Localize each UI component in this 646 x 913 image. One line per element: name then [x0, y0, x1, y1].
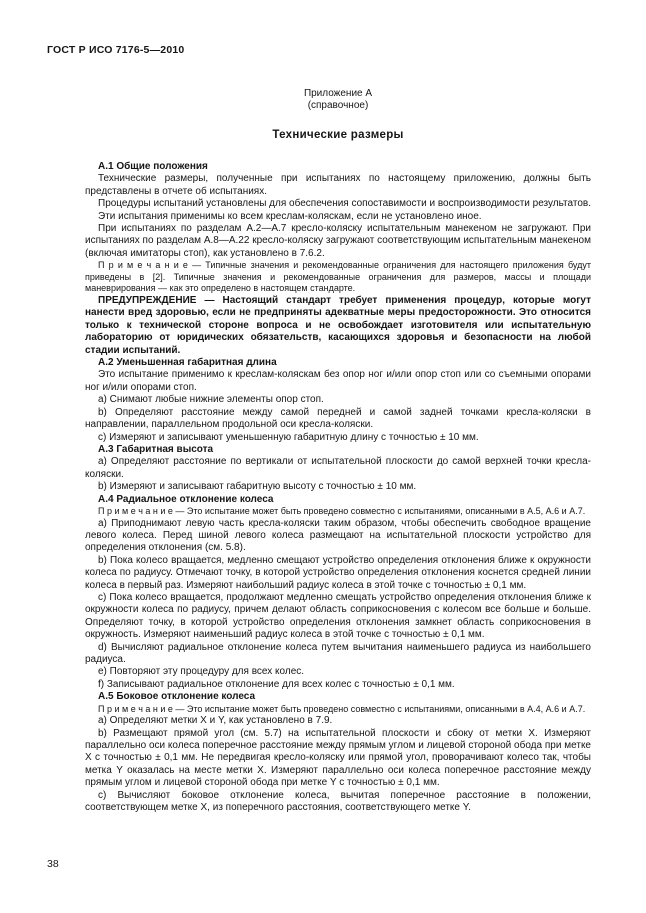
section-heading: А.3 Габаритная высота [98, 443, 214, 455]
paragraph: d) Вычисляют радиальное отклонение колеса путем вычитания наименьшего радиуса из наибольшего радиуса. [85, 641, 591, 665]
appendix-title: Технические размеры [272, 129, 404, 141]
page-number: 38 [47, 858, 59, 870]
paragraph: с) Измеряют и записывают уменьшенную габаритную длину с точностью ± 10 мм. [98, 431, 479, 443]
paragraph: Эти испытания применимы ко всем креслам-коляскам, если не установлено иное. [98, 210, 482, 222]
note-paragraph: П р и м е ч а н и е — Это испытание может быть проведено совместно с испытаниями, описанными в А.4, А.6 и А.7. [98, 703, 586, 714]
paragraph: а) Определяют метки X и Y, как установлено в 7.9. [98, 715, 333, 727]
paragraph: При испытаниях по разделам А.2—А.7 кресло-коляску испытательным манекеном не загружают. При испытаниях по разделам А.8—А.22 кресло-коляску загружают соответствующим испытательным манекеном (включая имитаторы стоп), как установлено в 7.6.2. [85, 223, 591, 259]
paragraph: b) Определяют расстояние между самой передней и самой задней точками кресла-коляски в направлении, параллельном продольной оси кресла-коляски. [85, 406, 591, 431]
section-heading: А.4 Радиальное отклонение колеса [98, 493, 274, 505]
paragraph: f) Записывают радиальное отклонение для всех колес с точностью ± 0,1 мм. [98, 678, 455, 690]
section-heading: А.1 Общие положения [98, 161, 208, 172]
appendix-label: Приложение А [303, 88, 373, 99]
note-paragraph: П р и м е ч а н и е — Это испытание может быть проведено совместно с испытаниями, описанными в А.5, А.6 и А.7. [98, 505, 586, 516]
paragraph: b) Размещают прямой угол (см. 5.7) на испытательной плоскости и сбоку от метки X. Измеряют параллельно оси колеса поперечное расстояние между прямым углом и лицевой стороной обода при метке X с точностью ± 0,1 мм. Не передвигая кресло-коляску или прямой угол, проворачивают колесо так, чтобы метка Y оказалась на месте метки X. Измеряют параллельно оси колеса поперечное расстояние между прямым углом и лицевой стороной обода при метке Y с точностью ± 0,1 мм. [85, 727, 591, 789]
paragraph: Это испытание применимо к креслам-коляскам без опор ног и/или опор стоп или со съемными опорами ног и/или опорами стоп. [85, 369, 591, 393]
section-heading: А.2 Уменьшенная габаритная длина [98, 357, 277, 369]
paragraph: Процедуры испытаний установлены для обеспечения сопоставимости и воспроизводимости результатов. [98, 198, 591, 210]
paragraph: а) Снимают любые нижние элементы опор стоп. [98, 394, 324, 406]
paragraph: b) Измеряют и записывают габаритную высоту с точностью ± 10 мм. [98, 481, 417, 493]
paragraph: е) Повторяют эту процедуру для всех колес. [98, 666, 305, 678]
paragraph: с) Пока колесо вращается, продолжают медленно смещать устройство определения отклонения ближе к окружности колеса по радиусу, причем делают область соприкосновения с колесом все больше и больше. Определяют точку, в которой устройство определения отклонения замкнет область соприкосновения в окружность. Измеряют наименьший радиус колеса в этой точке с точностью ± 0,1 мм. [85, 591, 591, 641]
warning-paragraph: ПРЕДУПРЕЖДЕНИЕ — Настоящий стандарт требует применения процедур, которые могут нанести вред здоровью, если не предприняты адекватные меры предосторожности. Это относится только к технической стороне вопроса и не освобождает изготовителя или испытательную лабораторию от юридических обязательств, касающихся здоровья и безопасности на любой стадии испытаний. [85, 295, 591, 356]
document-number: ГОСТ Р ИСО 7176-5—2010 [47, 44, 185, 56]
paragraph: Технические размеры, полученные при испытаниях по настоящему приложению, должны быть представлены в отчете об испытаниях. [85, 173, 591, 197]
section-heading: А.5 Боковое отклонение колеса [98, 691, 256, 703]
document-body [85, 161, 591, 814]
paragraph: b) Пока колесо вращается, медленно смещают устройство определения отклонения ближе к окружности колеса по радиусу. Отмечают точку, в которой устройство определения отклонения коснется средней линии колеса в первый раз. Измеряют наибольший радиус колеса в этой точке с точностью ± 0,1 мм. [85, 554, 591, 591]
paragraph: а) Определяют расстояние по вертикали от испытательной плоскости до самой верхней точки кресла-коляски. [85, 456, 591, 480]
document-content [85, 88, 591, 814]
note-paragraph: П р и м е ч а н и е — Типичные значения и рекомендованные ограничения для настоящего приложения будут приведены в [2]. Типичные значения и рекомендованные ограничения для размеров, массы и площади маневрирования — как это определено в настоящем стандарте. [85, 260, 591, 294]
paragraph: а) Приподнимают левую часть кресла-коляски таким образом, чтобы обеспечить свободное вращение левого колеса. Перед шиной левого колеса размещают на испытательной плоскости устройство для определения отклонения (см. 5.8). [85, 517, 591, 554]
appendix-type: (справочное) [307, 100, 369, 111]
paragraph: с) Вычисляют боковое отклонение колеса, вычитая поперечное расстояние в положении, соответствующем метке X, из поперечного расстояния, соответствующего метке Y. [85, 789, 591, 814]
